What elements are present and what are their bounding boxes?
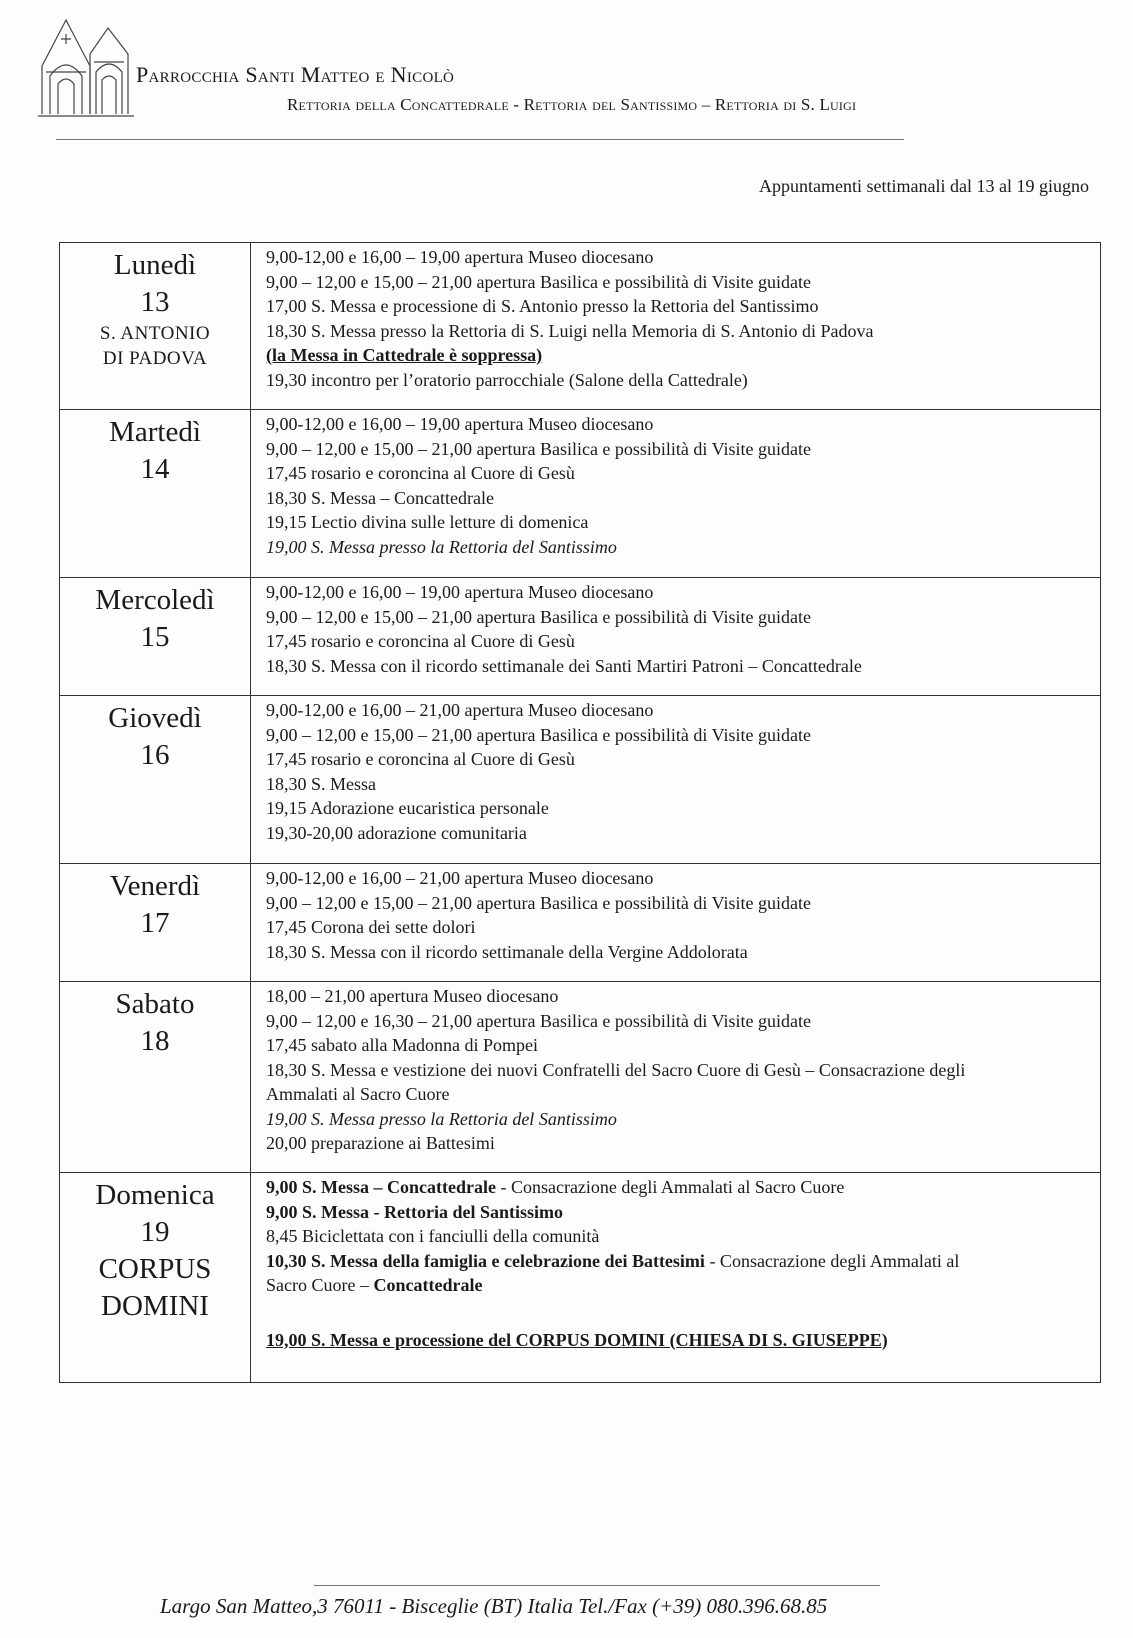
events-cell (251, 696, 1101, 864)
event-line: 20,00 preparazione ai Battesimi (266, 1133, 495, 1153)
day-number: 15 (140, 621, 170, 653)
event-bold: Concattedrale (373, 1275, 483, 1295)
event-line: 9,00-12,00 e 16,00 – 19,00 apertura Museo diocesano (266, 247, 654, 267)
event-line (266, 1249, 1094, 1274)
event-line: 19,15 Adorazione eucaristica personale (266, 798, 549, 818)
rectories-subtitle: Rettoria della Concattedrale - Rettoria del Santissimo – Rettoria di S. Luigi (287, 95, 857, 114)
event-bold: 9,00 S. Messa - Rettoria del Santissimo (266, 1201, 563, 1222)
day-name: Martedì (109, 416, 201, 448)
feast-name: DI PADOVA (102, 348, 208, 369)
parish-title: Parrocchia Santi Matteo e Nicolò (136, 62, 455, 87)
day-name: Domenica (95, 1179, 215, 1211)
event-line: 18,00 – 21,00 apertura Museo diocesano (266, 986, 559, 1006)
footer-divider (314, 1585, 880, 1586)
event-line: 19,00 S. Messa presso la Rettoria del Santissimo (266, 536, 617, 557)
day-number: 19 (140, 1216, 170, 1248)
event-line: 19,30 incontro per l’oratorio parrocchiale (Salone della Cattedrale) (266, 369, 748, 390)
events-cell (251, 243, 1101, 410)
event-line: 9,00-12,00 e 16,00 – 19,00 apertura Museo diocesano (266, 582, 654, 602)
weekly-schedule-table (59, 242, 1101, 1383)
day-row-wednesday (60, 578, 1101, 696)
event-line: 9,00 – 12,00 e 15,00 – 21,00 apertura Basilica e possibilità di Visite guidate (266, 606, 811, 627)
event-line: 18,30 S. Messa e vestizione dei nuovi Confratelli del Sacro Cuore di Gesù – Consacrazione degli (266, 1059, 966, 1080)
event-line-notice: (la Messa in Cattedrale è soppressa) (266, 345, 543, 365)
day-cell (60, 864, 251, 982)
event-line: 9,00-12,00 e 16,00 – 21,00 apertura Museo diocesano (266, 868, 654, 888)
event-line: 9,00 – 12,00 e 16,30 – 21,00 apertura Basilica e possibilità di Visite guidate (266, 1010, 811, 1031)
day-name: Venerdì (109, 870, 201, 902)
day-cell (60, 982, 251, 1173)
spacer (266, 1298, 1094, 1328)
event-line: 18,30 S. Messa presso la Rettoria di S. Luigi nella Memoria di S. Antonio di Padova (266, 320, 874, 341)
event-line: 9,00-12,00 e 16,00 – 19,00 apertura Museo diocesano (266, 414, 654, 434)
event-line: Ammalati al Sacro Cuore (266, 1084, 450, 1104)
day-name: Mercoledì (95, 584, 215, 616)
event-line: 18,30 S. Messa con il ricordo settimanale dei Santi Martiri Patroni – Concattedrale (266, 655, 862, 676)
day-number: 16 (140, 739, 170, 771)
day-number: 14 (140, 453, 170, 485)
week-title: Appuntamenti settimanali dal 13 al 19 giugno (759, 176, 1089, 196)
footer-address: Largo San Matteo,3 76011 - Bisceglie (BT) Italia Tel./Fax (+39) 080.396.68.85 (160, 1594, 828, 1618)
day-number: 18 (140, 1025, 170, 1057)
day-name: Sabato (115, 988, 195, 1020)
event-line (266, 1200, 1094, 1225)
day-row-sunday (60, 1173, 1101, 1383)
events-cell (251, 1173, 1101, 1383)
event-text: - Consacrazione degli Ammalati al Sacro Cuore (495, 1177, 845, 1197)
event-bold: 10,30 S. Messa della famiglia e celebrazione dei Battesimi (266, 1250, 705, 1271)
event-line: 8,45 Biciclettata con i fanciulli della comunità (266, 1226, 600, 1246)
event-line: 9,00 – 12,00 e 15,00 – 21,00 apertura Basilica e possibilità di Visite guidate (266, 271, 811, 292)
day-row-tuesday (60, 410, 1101, 578)
event-line: 19,00 S. Messa presso la Rettoria del Santissimo (266, 1108, 617, 1129)
day-row-saturday (60, 982, 1101, 1173)
event-line: 9,00 – 12,00 e 15,00 – 21,00 apertura Basilica e possibilità di Visite guidate (266, 438, 811, 459)
event-text: - Consacrazione degli Ammalati al (704, 1250, 960, 1271)
events-cell (251, 578, 1101, 696)
event-text: Sacro Cuore – (266, 1275, 374, 1295)
day-row-thursday (60, 696, 1101, 864)
day-cell (60, 578, 251, 696)
event-line: 19,30-20,00 adorazione comunitaria (266, 822, 527, 843)
event-line: 18,30 S. Messa con il ricordo settimanale della Vergine Addolorata (266, 941, 748, 962)
events-cell (251, 410, 1101, 578)
events-cell (251, 864, 1101, 982)
event-line-procession: 19,00 S. Messa e processione del CORPUS DOMINI (CHIESA DI S. GIUSEPPE) (266, 1329, 888, 1350)
event-line: 19,15 Lectio divina sulle letture di domenica (266, 512, 589, 532)
event-bold: 9,00 S. Messa – Concattedrale (266, 1177, 496, 1197)
event-line: 18,30 S. Messa – Concattedrale (266, 487, 494, 508)
event-line: 17,45 rosario e coroncina al Cuore di Gesù (266, 631, 575, 651)
feast-name: DOMINI (101, 1290, 209, 1322)
event-line: 9,00 – 12,00 e 15,00 – 21,00 apertura Basilica e possibilità di Visite guidate (266, 892, 811, 913)
event-line: 18,30 S. Messa (266, 773, 377, 794)
day-number: 17 (140, 907, 170, 939)
event-line: 17,45 Corona dei sette dolori (266, 917, 476, 937)
header-divider (56, 139, 904, 140)
day-row-friday (60, 864, 1101, 982)
event-line: 17,00 S. Messa e processione di S. Antonio presso la Rettoria del Santissimo (266, 296, 819, 316)
event-line: 17,45 sabato alla Madonna di Pompei (266, 1035, 538, 1055)
event-line (266, 1175, 1094, 1200)
feast-name: S. ANTONIO (99, 323, 211, 344)
day-name: Lunedì (113, 249, 197, 281)
event-line: 9,00 – 12,00 e 15,00 – 21,00 apertura Basilica e possibilità di Visite guidate (266, 724, 811, 745)
event-line: 9,00-12,00 e 16,00 – 21,00 apertura Museo diocesano (266, 700, 654, 720)
event-line: 17,45 rosario e coroncina al Cuore di Gesù (266, 749, 575, 769)
day-name: Giovedì (108, 702, 202, 734)
feast-name: CORPUS (98, 1253, 212, 1285)
day-cell (60, 243, 251, 410)
events-cell (251, 982, 1101, 1173)
day-number: 13 (140, 286, 170, 318)
event-line: 17,45 rosario e coroncina al Cuore di Gesù (266, 463, 575, 483)
day-cell (60, 696, 251, 864)
day-row-monday (60, 243, 1101, 410)
event-line (266, 1273, 1094, 1298)
parish-logo (36, 14, 136, 120)
day-cell (60, 410, 251, 578)
day-cell (60, 1173, 251, 1383)
